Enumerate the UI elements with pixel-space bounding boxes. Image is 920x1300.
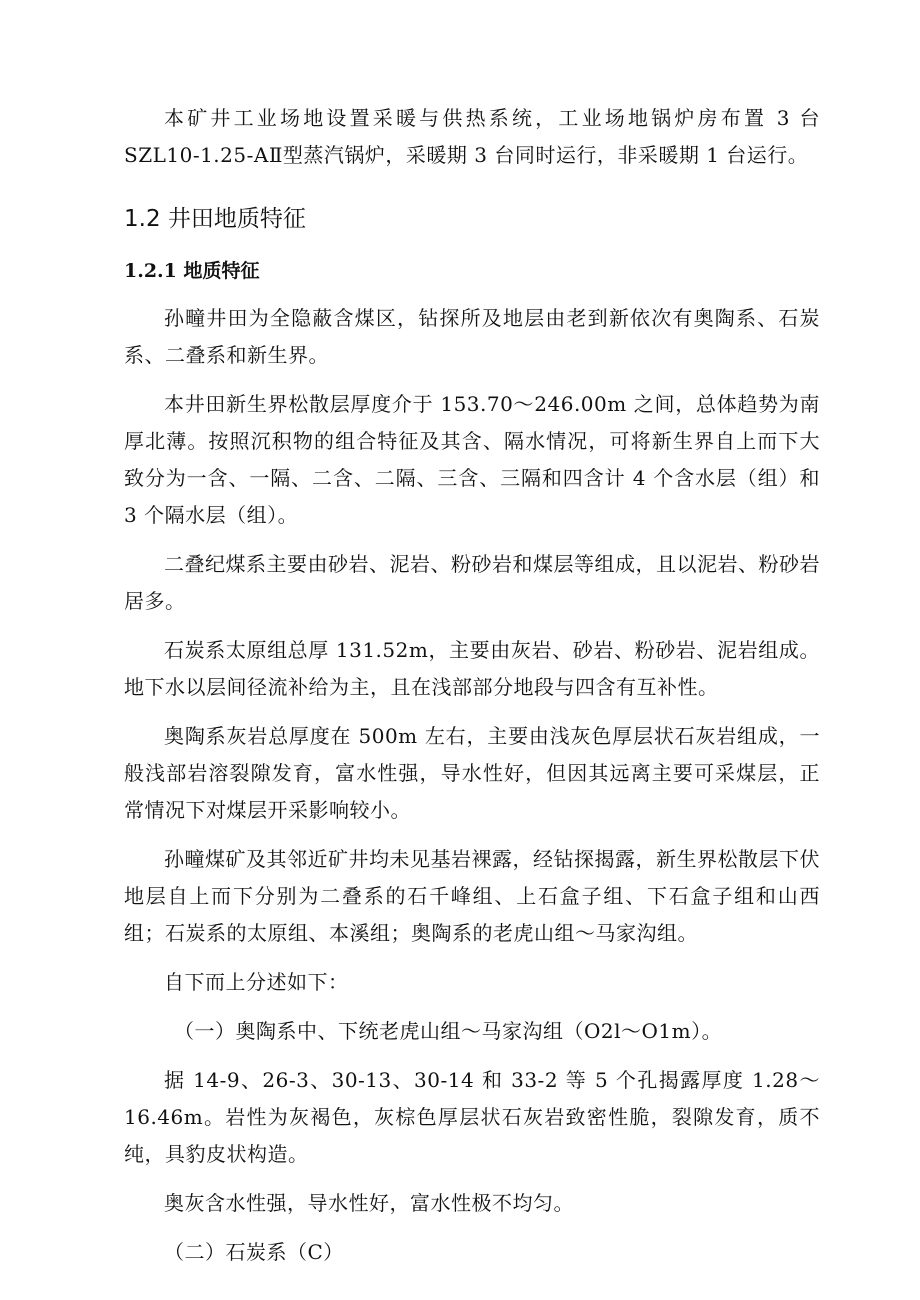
paragraph-ordovician-heading: （一）奥陶系中、下统老虎山组～马家沟组（O2l～O1m）。 [174,1019,723,1043]
paragraph-carboniferous-heading: （二）石炭系（C） [164,1240,344,1264]
document-page [124,100,820,1271]
paragraph-aquifer: 奥灰含水性强，导水性好，富水性极不均匀。 [164,1191,574,1215]
paragraph-strata: 孙疃煤矿及其邻近矿井均未见基岩裸露，经钻探揭露，新生界松散层下伏地层自上而下分别为二叠系的石千峰组、上石盒子组、下石盒子组和山西组；石炭系的太原组、本溪组；奥陶系的老虎山组～马家沟组。 [124,847,820,945]
paragraph-boiler-system: 本矿井工业场地设置采暖与供热系统，工业场地锅炉房布置 3 台 SZL10-1.25-AⅡ型蒸汽锅炉，采暖期 3 台同时运行，非采暖期 1 台运行。 [124,106,820,167]
paragraph-permian: 二叠纪煤系主要由砂岩、泥岩、粉砂岩和煤层等组成，且以泥岩、粉砂岩居多。 [124,552,820,613]
section-heading: 1.2 井田地质特征 [124,206,306,232]
subsection-heading: 1.2.1 地质特征 [124,260,260,282]
paragraph-carboniferous: 石炭系太原组总厚 131.52m，主要由灰岩、砂岩、粉砂岩、泥岩组成。地下水以层间径流补给为主，且在浅部部分地段与四含有互补性。 [124,638,820,699]
paragraph-coal-area: 孙疃井田为全隐蔽含煤区，钻探所及地层由老到新依次有奥陶系、石炭系、二叠系和新生界。 [124,306,820,367]
paragraph-borehole: 据 14-9、26-3、30-13、30-14 和 33-2 等 5 个孔揭露厚度 1.28～16.46m。岩性为灰褐色，灰棕色厚层状石灰岩致密性脆，裂隙发育，质不纯，具豹皮状构造。 [124,1068,820,1166]
paragraph-description-intro: 自下而上分述如下： [164,970,349,994]
paragraph-ordovician: 奥陶系灰岩总厚度在 500m 左右，主要由浅灰色厚层状石灰岩组成，一般浅部岩溶裂隙发育，富水性强，导水性好，但因其远离主要可采煤层，正常情况下对煤层开采影响较小。 [124,724,820,822]
paragraph-cenozoic: 本井田新生界松散层厚度介于 153.70～246.00m 之间，总体趋势为南厚北薄。按照沉积物的组合特征及其含、隔水情况，可将新生界自上而下大致分为一含、一隔、二含、二隔、三含、三隔和四含计 4 个含水层（组）和 3 个隔水层（组）。 [124,392,820,527]
